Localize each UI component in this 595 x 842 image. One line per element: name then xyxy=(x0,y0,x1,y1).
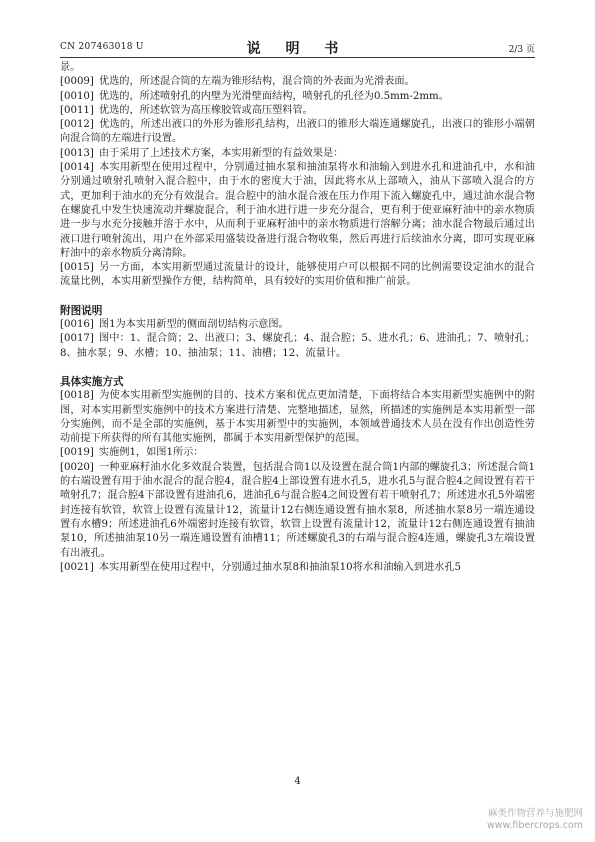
page-header xyxy=(60,38,535,57)
section-heading-embodiments: 具体实施方式 xyxy=(60,375,124,388)
paragraph: 景。 xyxy=(60,62,81,73)
paragraph-number: [0014] xyxy=(60,162,94,174)
header-rule xyxy=(60,57,535,58)
paragraph-number: [0012] xyxy=(60,119,94,131)
paragraph-0010: [0010] 优选的，所述喷射孔的内壁为光滑壁面结构，喷射孔的孔径为0.5mm-2mm。 xyxy=(60,90,449,102)
paragraph-number: [0019] xyxy=(60,447,94,459)
patent-number: CN 207463018 U xyxy=(60,42,144,52)
paragraph-number: [0018] xyxy=(60,390,94,402)
paragraph-0016: [0016] 图1为本实用新型的侧面剖切结构示意图。 xyxy=(60,319,289,331)
site-watermark xyxy=(487,808,583,832)
page-number: 4 xyxy=(294,776,301,787)
paragraph-number: [0010] xyxy=(60,90,94,102)
page-reference: 2/3 页 xyxy=(508,45,535,55)
paragraph-0021: [0021] 本实用新型在使用过程中，分别通过抽水泵8和抽油泵10将水和油输入到进水孔5 xyxy=(60,561,462,573)
section-heading-drawings: 附图说明 xyxy=(60,304,103,317)
paragraph-0015: [0015] 另一方面，本实用新型通过流量计的设计，能够使用户可以根据不同的比例需要设定油水的混合流量比例，本实用新型操作方便，结构简单，具有较好的实用价值和推广前景。 xyxy=(60,262,535,288)
paragraph-0020: [0020] 一种亚麻籽油水化多效混合装置，包括混合筒1以及设置在混合筒1内部的螺旋孔3；所述混合筒1的右端设置有用于油水混合的混合腔4，混合腔4上部设置有进水孔5，进水孔5与混合腔4之间设置有若干喷射孔7；混合腔4下部设置有进油孔6，进油孔6与混合腔4之间设置有若干喷射孔7；所述进水孔5外端密封连接有软管，软管上设置有流量计12，流量计12右侧连通设置有抽水泵8，所述抽水泵8另一端连通设置有水槽9；所述进油孔6外端密封连接有软管，软管上设置有流量计12，流量计12右侧连通设置有抽油泵10，所述抽油泵10另一端连通设置有油槽11；所述螺旋孔3的右端与混合腔4连通，螺旋孔3左端设置有出液孔。 xyxy=(60,461,535,559)
document-title: 说 明 书 xyxy=(246,41,349,57)
paragraph-0009: [0009] 优选的，所述混合筒的左端为锥形结构，混合筒的外表面为光滑表面。 xyxy=(60,76,415,88)
paragraph-number: [0021] xyxy=(60,561,94,573)
paragraph-0013: [0013] 由于采用了上述技术方案，本实用新型的有益效果是： xyxy=(60,147,344,159)
paragraph-0014: [0014] 本实用新型在使用过程中，分别通过抽水泵和抽油泵将水和油输入到进水孔和进油孔中，水和油分别通过喷射孔喷射入混合腔中，由于水的密度大于油，因此将水从上部喷入，油从下部喷入混合的方式，更加利于油水的充分有效混合。混合腔中的油水混合液在压力作用下流入螺旋孔中，通过油水混合物在螺旋孔中发生快速流动并螺旋混合，利于油水进行进一步充分混合，更有利于使亚麻籽油中的亲水物质进一步与水充分接触并溶于水中，从而利于亚麻籽油中的亲水物质进行溶解分离；油水混合物最后通过出液口进行喷射流出，用户在外部采用盛装设备进行混合物收集，然后再进行后续油水分离，即可实现亚麻籽油中的亲水物质分离清除。 xyxy=(60,162,535,259)
paragraph-0018: [0018] 为使本实用新型实施例的目的、技术方案和优点更加清楚，下面将结合本实用新型实施例中的附图，对本实用新型实施例中的技术方案进行清楚、完整地描述，显然，所描述的实施例是本实用新型一部分实施例，而不是全部的实施例，基于本实用新型中的实施例，本领域普通技术人员在没有作出创造性劳动前提下所获得的所有其他实施例，都属于本实用新型保护的范围。 xyxy=(60,390,535,445)
paragraph-number: [0015] xyxy=(60,262,94,274)
watermark-site-name: 麻类作物营养与施肥网 xyxy=(487,808,583,819)
paragraph-number: [0011] xyxy=(60,104,94,116)
paragraph-number: [0009] xyxy=(60,76,94,88)
paragraph-0019: [0019] 实施例1，如图1所示： xyxy=(60,447,204,459)
paragraph-number: [0013] xyxy=(60,147,94,159)
paragraph-0011: [0011] 优选的，所述软管为高压橡胶管或高压塑料管。 xyxy=(60,104,313,116)
paragraph-number: [0020] xyxy=(60,461,94,473)
paragraph-0017: [0017] 图中：1、混合筒；2、出液口；3、螺旋孔；4、混合腔；5、进水孔；6、进油孔；7、喷射孔；8、抽水泵；9、水槽；10、抽油泵；11、油槽；12、流量计。 xyxy=(60,333,535,359)
paragraph-number: [0017] xyxy=(60,333,94,345)
watermark-url: www.fibercrops.com xyxy=(486,820,583,831)
document-body xyxy=(60,61,535,575)
paragraph-0012: [0012] 优选的，所述出液口的外形为锥形孔结构，出液口的锥形大端连通螺旋孔，出液口的锥形小端朝向混合筒的左端进行设置。 xyxy=(60,119,535,145)
paragraph-number: [0016] xyxy=(60,319,94,331)
